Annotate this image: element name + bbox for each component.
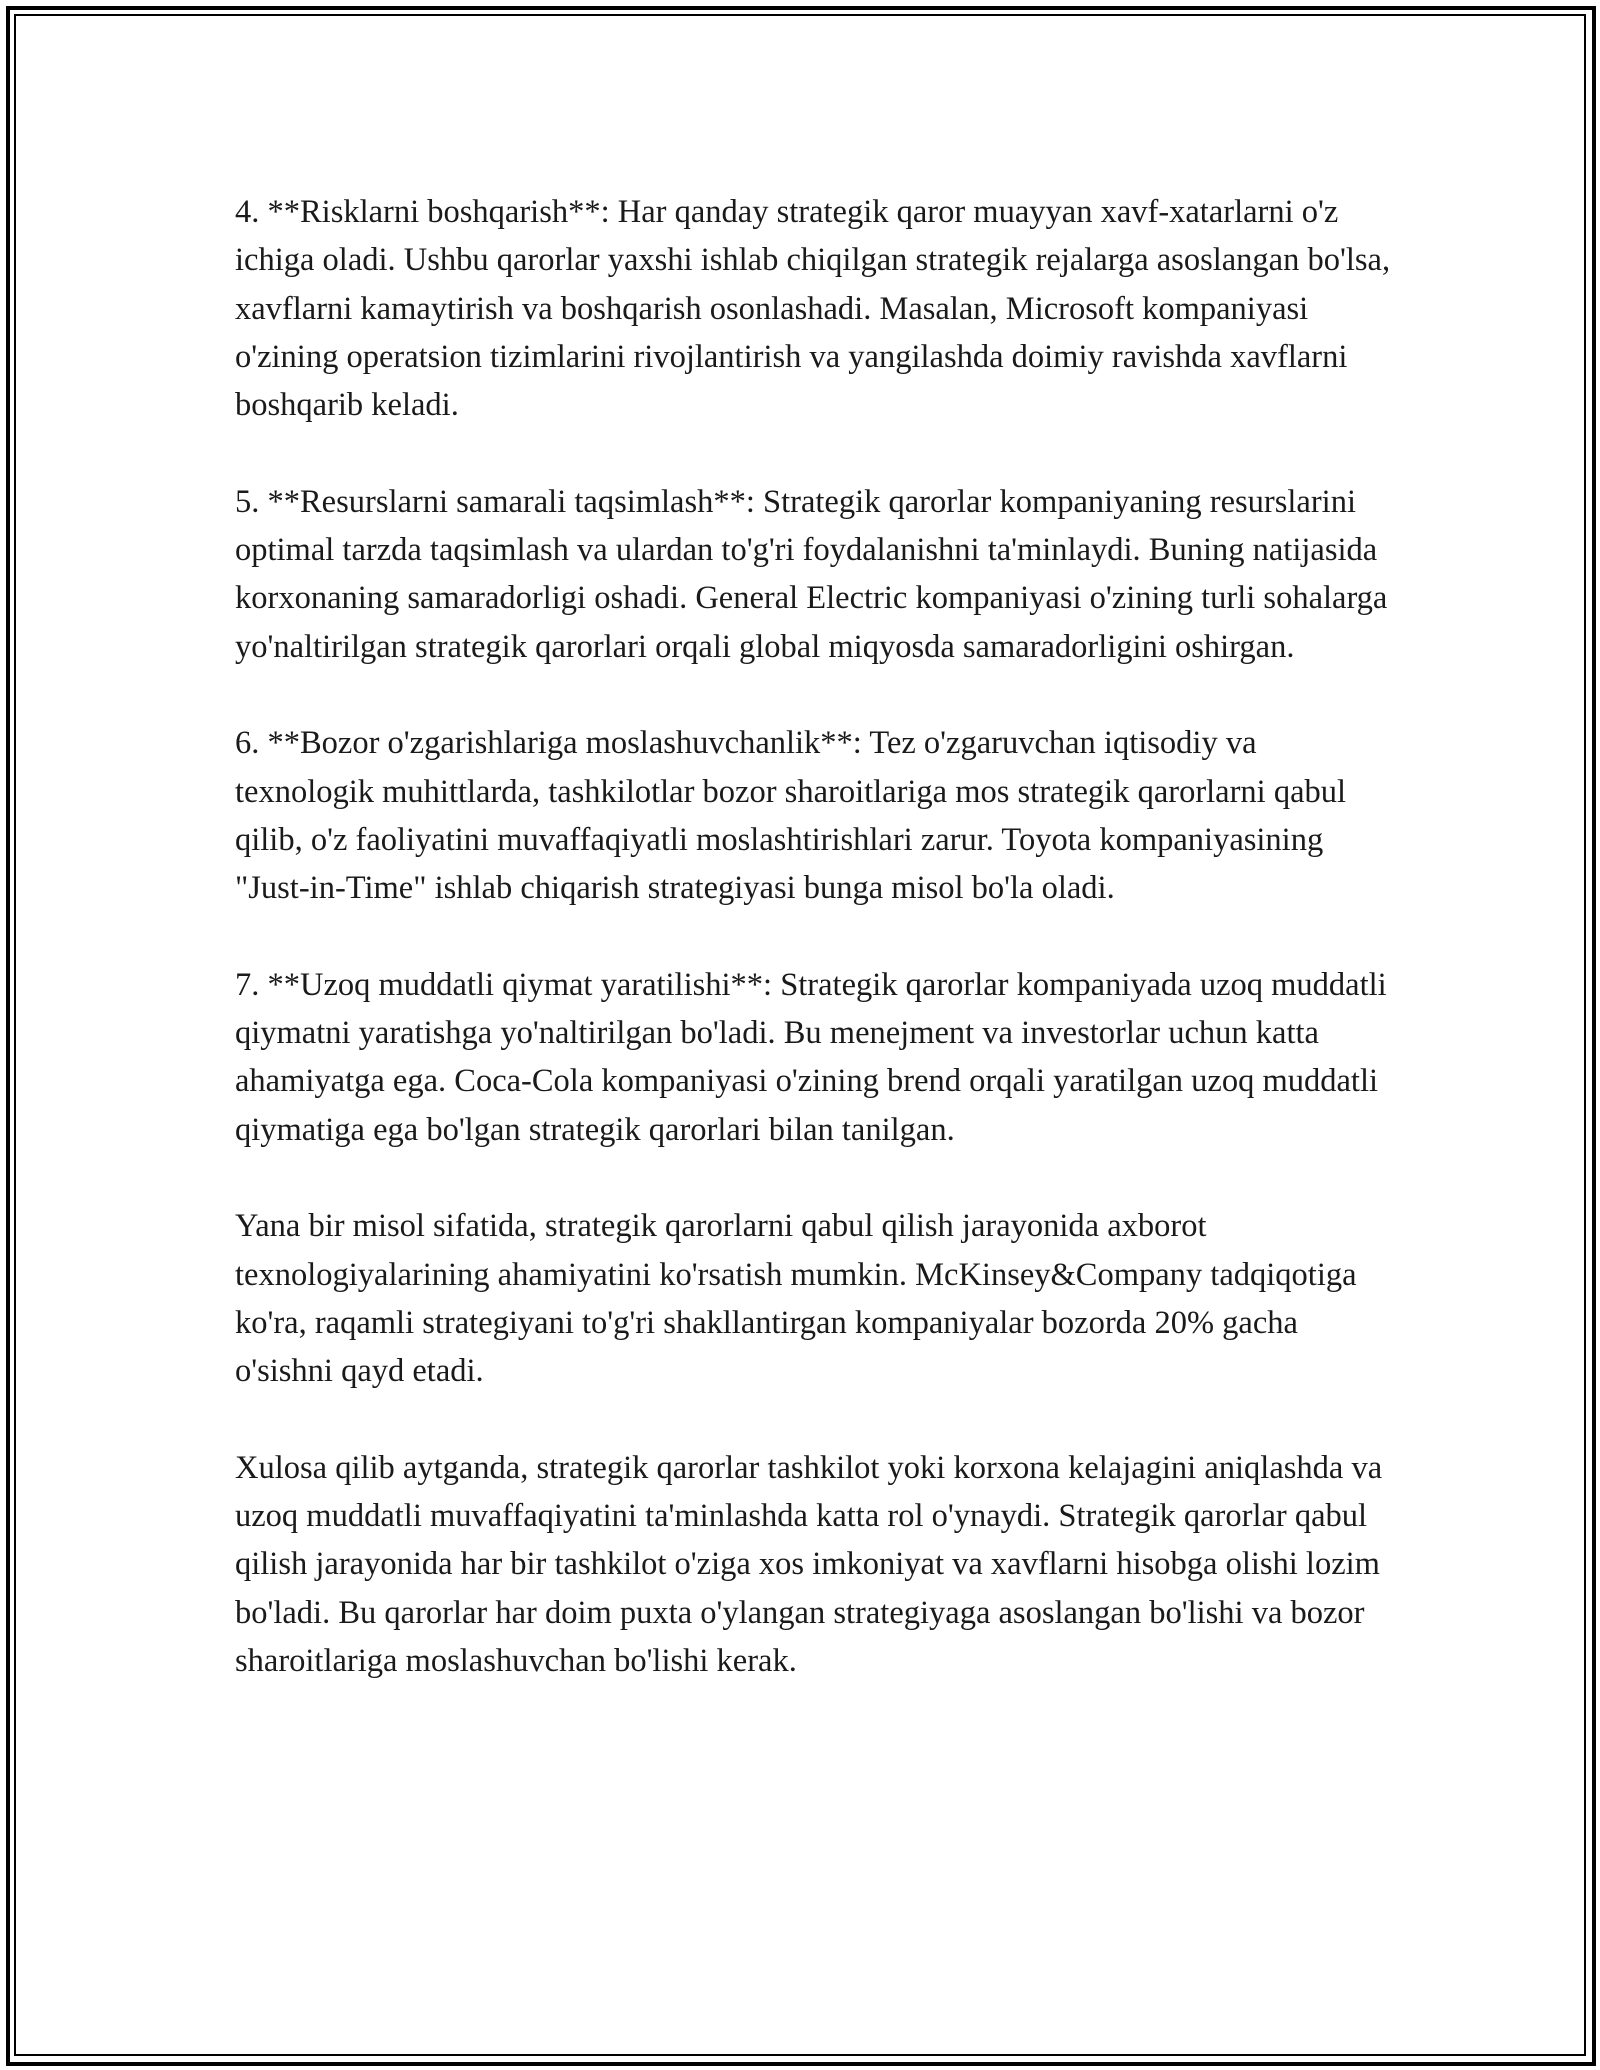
paragraph-long-term-value: 7. **Uzoq muddatli qiymat yaratilishi**: Strategik qarorlar kompaniyada uzoq muddatli qiymatni yaratishga yo'naltirilgan bo'ladi. Bu menejment va investorlar uchun katta ahamiyatga ega. Coca-Cola kompaniyasi o'zining brend orqali yaratilgan uzoq muddatli qiymatiga ega bo'lgan strategik qarorlari bilan tanilgan. — [235, 966, 1387, 1148]
paragraph-conclusion: Xulosa qilib aytganda, strategik qarorlar tashkilot yoki korxona kelajagini aniqlashda va uzoq muddatli muvaffaqiyatini ta'minlashda katta rol o'ynaydi. Strategik qarorlar qabul qilish jarayonida har bir tashkilot o'ziga xos imkoniyat va xavflarni hisobga olishi lozim bo'ladi. Bu qarorlar har doim puxta o'ylangan strategiyaga asoslangan bo'lishi va bozor sharoitlariga moslashuvchan bo'lishi kerak. — [235, 1449, 1383, 1679]
paragraph-risk-management: 4. **Risklarni boshqarish**: Har qanday strategik qaror muayyan xavf-xatarlarni o'z ichiga oladi. Ushbu qarorlar yaxshi ishlab chiqilgan strategik rejalarga asoslangan bo'lsa, xavflarni kamaytirish va boshqarish osonlashadi. Masalan, Microsoft kompaniyasi o'zining operatsion tizimlarini rivojlantirish va yangilashda doimiy ravishda xavflarni boshqarib keladi. — [235, 194, 1391, 424]
document-body — [235, 188, 1395, 1685]
paragraph-it-example: Yana bir misol sifatida, strategik qarorlarni qabul qilish jarayonida axborot texnologiyalarining ahamiyatini ko'rsatish mumkin. McKinsey&Company tadqiqotiga ko'ra, raqamli strategiyani to'g'ri shakllantirgan kompaniyalar bozorda 20% gacha o'sishni qayd etadi. — [235, 1208, 1357, 1390]
paragraph-resource-allocation: 5. **Resurslarni samarali taqsimlash**: Strategik qarorlar kompaniyaning resurslarini optimal tarzda taqsimlash va ulardan to'g'ri foydalanishni ta'minlaydi. Buning natijasida korxonaning samaradorligi oshadi. General Electric kompaniyasi o'zining turli sohalarga yo'naltirilgan strategik qarorlari orqali global miqyosda samaradorligini oshirgan. — [235, 483, 1388, 665]
paragraph-market-adaptability: 6. **Bozor o'zgarishlariga moslashuvchanlik**: Tez o'zgaruvchan iqtisodiy va texnologik muhittlarda, tashkilotlar bozor sharoitlariga mos strategik qarorlarni qabul qilib, o'z faoliyatini muvaffaqiyatli moslashtirishlari zarur. Toyota kompaniyasining "Just-in-Time" ishlab chiqarish strategiyasi bunga misol bo'la oladi. — [235, 725, 1347, 907]
